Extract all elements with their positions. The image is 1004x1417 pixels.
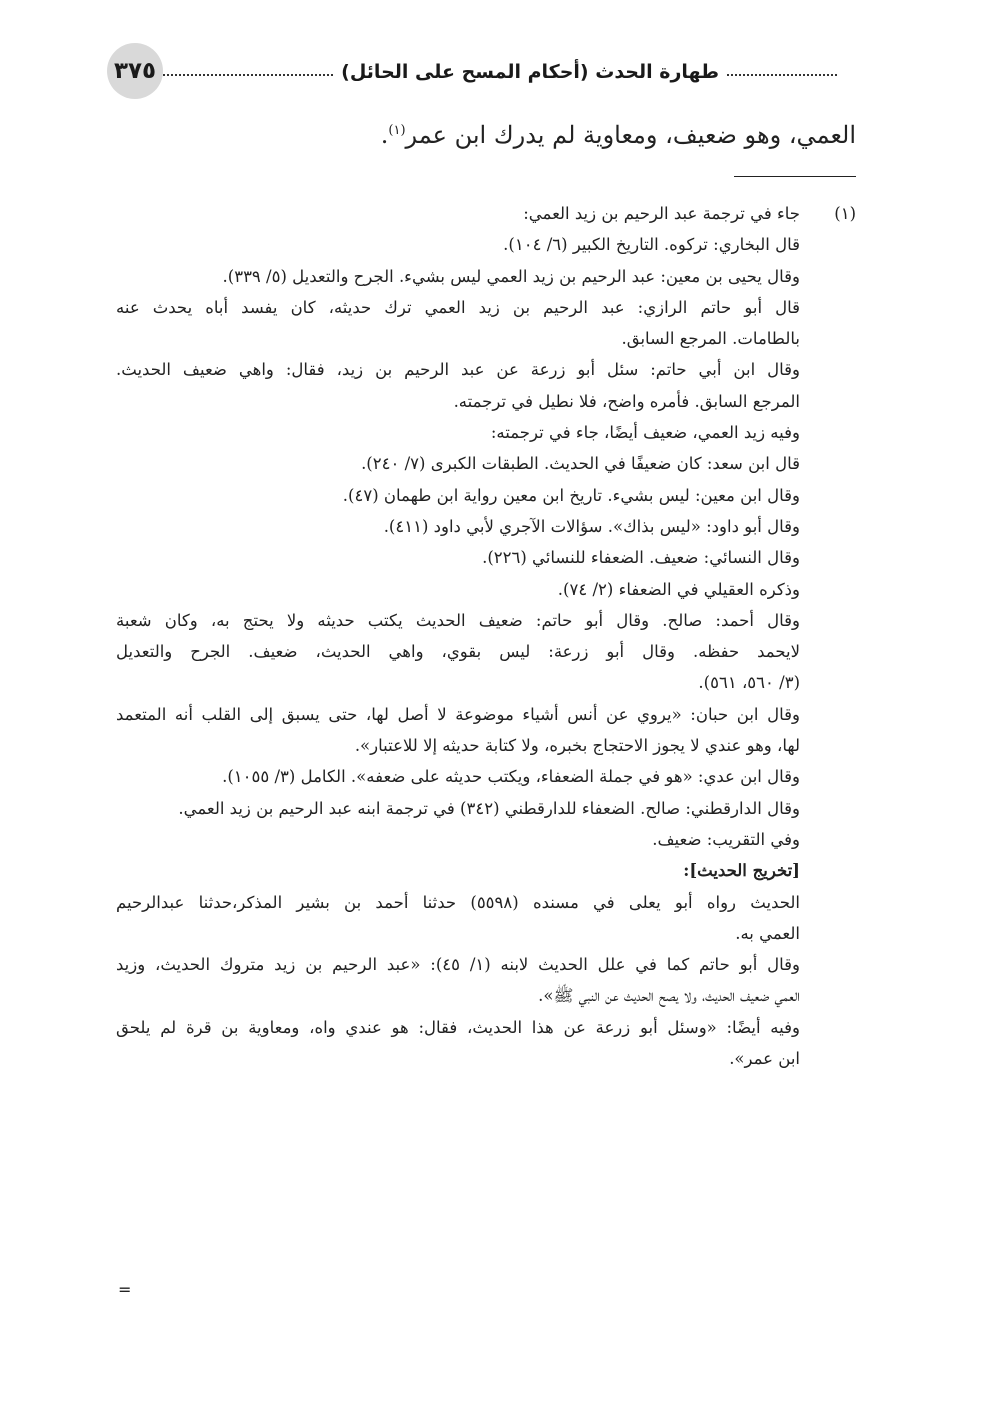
footnote-line: وفيه أيضًا: «وسئل أبو زرعة عن هذا الحديث، فقال: هو عندي واه، ومعاوية بن قرة لم يلحق	[116, 1017, 800, 1037]
header-leader-dots-right	[727, 74, 837, 76]
main-text-body: العمي، وهو ضعيف، ومعاوية لم يدرك ابن عمر	[405, 121, 856, 149]
footnote-line: وذكره العقيلي في الضعفاء (٢/ ٧٤).	[557, 579, 800, 599]
footnote-line: وفيه زيد العمي، ضعيف أيضًا، جاء في ترجمته:	[490, 423, 800, 443]
main-text	[116, 106, 856, 160]
footnote-line: المرجع السابق. فأمره واضح، فلا نطيل في ترجمته.	[453, 391, 800, 411]
footnote-line: وقال النسائي: ضعيف. الضعفاء للنسائي (٢٢٦).	[482, 548, 800, 568]
footnotes	[116, 198, 856, 1074]
header-title: طهارة الحدث (أحكام المسح على الحائل)	[341, 61, 719, 83]
footnote-line: وقال أبو حاتم كما في علل الحديث لابنه (١/ ٤٥): «عبد الرحيم بن زيد متروك الحديث، وزيد	[116, 955, 800, 975]
footnote-line: وقال الدارقطني: صالح. الضعفاء للدارقطني (٣٤٢) في ترجمة ابنه عبد الرحيم بن زيد العمي.	[178, 798, 800, 818]
footnote-line: وقال ابن أبي حاتم: سئل أبو زرعة عن عبد الرحيم بن زيد، فقال: واهي ضعيف الحديث.	[116, 360, 800, 380]
footnote-line	[116, 198, 856, 229]
footnote-line: وقال يحيى بن معين: عبد الرحيم بن زيد العمي ليس بشيء. الجرح والتعديل (٥/ ٣٣٩).	[222, 266, 800, 286]
footnote-line: وقال ابن عدي: «هو في جملة الضعفاء، ويكتب حديثه على ضعفه». الكامل (٣/ ١٠٥٥).	[222, 767, 800, 787]
footnote-line: قال ابن سعد: كان ضعيفًا في الحديث. الطبقات الكبرى (٧/ ٢٤٠).	[361, 454, 800, 474]
main-text-end: .	[380, 121, 389, 149]
footnote-line: وقال ابن معين: ليس بشيء. تاريخ ابن معين رواية ابن طهمان (٤٧).	[342, 485, 800, 505]
running-header	[110, 48, 845, 96]
footnote-line-text: جاء في ترجمة عبد الرحيم بن زيد العمي:	[523, 204, 800, 223]
continuation-mark: =	[118, 1280, 132, 1299]
footnote-line: قال البخاري: تركوه. التاريخ الكبير (٦/ ١٠٤).	[503, 235, 800, 255]
footnote-line: وقال أحمد: صالح. وقال أبو حاتم: ضعيف الحديث يكتب حديثه ولا يحتج به، وكان شعبة	[116, 610, 800, 630]
page-number: ٣٧٥	[113, 58, 157, 84]
footnote-line: لها، وهو عندي لا يجوز الاحتجاج بخبره، ولا كتابة حديثه إلا للاعتبار».	[354, 736, 800, 756]
footnote-line: العمي ضعيف الحديث، ولا يصح الحديث عن النبي ﷺ».	[538, 986, 800, 1006]
footnote-marker: (١)	[834, 204, 856, 223]
footnote-separator	[734, 176, 856, 177]
footnote-line: وفي التقريب: ضعيف.	[652, 829, 800, 849]
footnote-line: (٣/ ٥٦٠، ٥٦١).	[698, 673, 800, 693]
footnote-line: ابن عمر».	[729, 1049, 800, 1069]
footnote-line: وقال ابن حبان: «يروي عن أنس أشياء موضوعة لا أصل لها، حتى يسبق إلى القلب أنه المتعمد	[116, 704, 800, 724]
footnote-line: وقال أبو داود: «ليس بذاك». سؤالات الآجري لأبي داود (٤١١).	[383, 516, 800, 536]
footnote-line: الحديث رواه أبو يعلى في مسنده (٥٥٩٨) حدثنا أحمد بن بشير المذكر،حدثنا عبدالرحيم	[116, 892, 800, 912]
footnote-line: لايحمد حفظه. وقال أبو زرعة: ليس بقوي، واهي الحديث، ضعيف. الجرح والتعديل	[116, 642, 800, 662]
footnote-line: بالطامات. المرجع السابق.	[621, 329, 800, 349]
page-number-badge	[107, 43, 163, 99]
footnote-line: العمي به.	[735, 923, 800, 943]
footnote-reference: (١)	[388, 123, 406, 138]
footnote-subheading: [تخريج الحديث]:	[683, 861, 800, 881]
footnote-line: قال أبو حاتم الرازي: عبد الرحيم بن زيد العمي ترك حديثه، كان يفسد أباه يحدث عنه	[116, 297, 800, 317]
